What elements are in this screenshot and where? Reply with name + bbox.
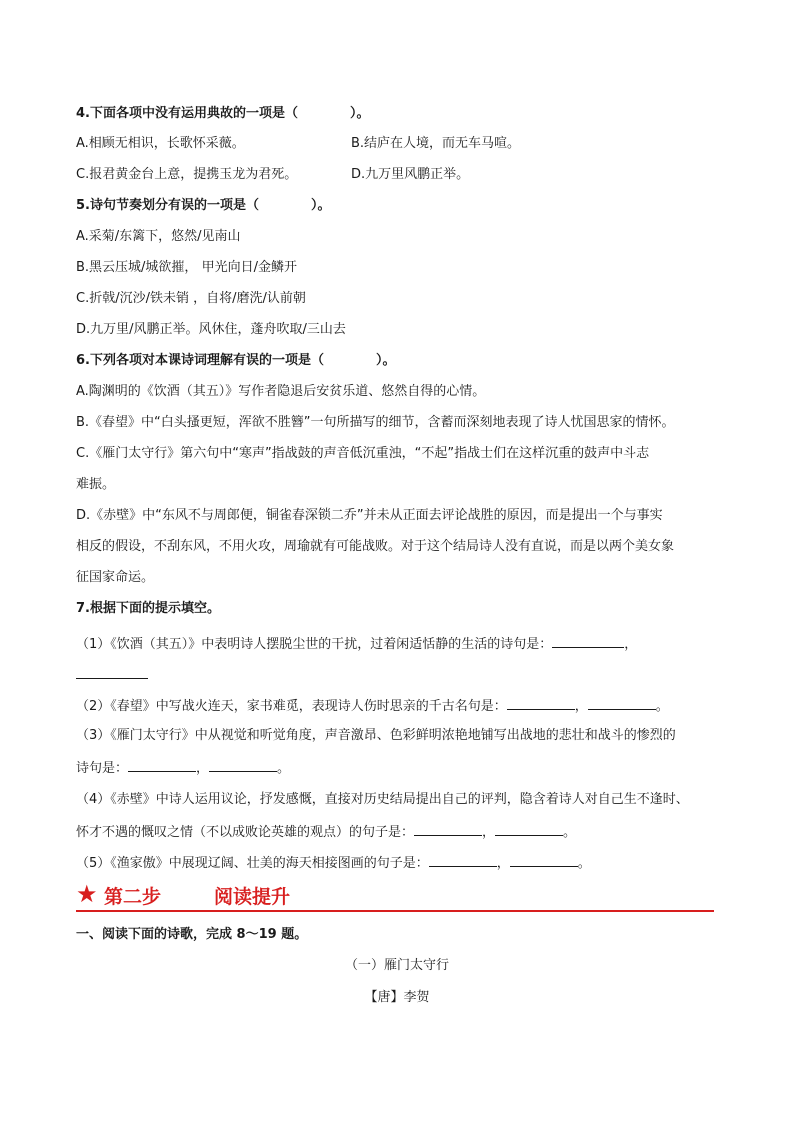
question-4-option-b: B.结庐在人境，而无车马喧。 [351,136,521,151]
question-4-stem: 4.下面各项中没有运用典故的一项是（ ）。 [76,106,370,121]
item-2-prompt: （2）《春望》中写战火连天，家书难觅，表现诗人伤时思亲的千古名句是： [76,699,507,714]
star-icon: ★ [76,880,98,908]
answer-blank[interactable] [510,852,578,867]
end-period: 。 [563,825,577,840]
question-7-item-3-line2 [76,757,290,779]
question-7-item-1 [76,633,637,655]
section-heading [76,880,714,912]
poem-author: 【唐】李贺 [364,990,430,1005]
question-7-item-5 [76,852,591,874]
question-4-option-a: A.相顾无相识，长歌怀采薇。 [76,136,245,151]
answer-blank[interactable] [414,821,482,836]
answer-blank[interactable] [507,695,575,710]
question-7-item-4-line1: （4）《赤壁》中诗人运用议论，抒发感慨，直接对历史结局提出自己的评判，隐含着诗人对自己生不逢时、 [76,792,689,807]
question-5-option-d: D.九万里/风鹏正举。风休住，蓬舟吹取/三山去 [76,322,346,337]
question-7-item-2 [76,695,669,717]
question-6-option-d-line3: 征国家命运。 [76,570,155,585]
separator-comma: ， [482,825,496,840]
answer-blank[interactable] [552,633,624,648]
item-5-prompt: （5）《渔家傲》中展现辽阔、壮美的海天相接图画的句子是： [76,856,429,871]
item-4-prompt: 怀才不遇的慨叹之情（不以成败论英雄的观点）的句子是： [76,825,415,840]
end-period: 。 [655,699,669,714]
question-7-item-1-cont [76,664,148,686]
question-4-option-d: D.九万里风鹏正举。 [351,167,470,182]
question-6-stem: 6.下列各项对本课诗词理解有误的一项是（ ）。 [76,353,396,368]
section-title: 阅读提升 [214,886,291,908]
separator-comma: ， [574,699,588,714]
section-step-label: 第二步 [104,886,162,908]
end-period: 。 [277,761,291,776]
answer-blank[interactable] [588,695,656,710]
separator-comma: ， [196,761,210,776]
question-5-option-b: B.黑云压城/城欲摧， 甲光向日/金鳞开 [76,260,297,275]
separator-comma: ， [624,637,638,652]
question-7-item-4-line2 [76,821,576,843]
answer-blank[interactable] [495,821,563,836]
item-3-prompt: 诗句是： [76,761,129,776]
separator-comma: ， [496,856,510,871]
question-5-option-a: A.采菊/东篱下，悠然/见南山 [76,229,241,244]
question-5-option-c: C.折戟/沉沙/铁未销 ，自将/磨洗/认前朝 [76,291,306,306]
question-6-option-b: B.《春望》中“白头搔更短，浑欲不胜簪”一句所描写的细节，含蓄而深刻地表现了诗人忧国思家的情怀。 [76,415,675,430]
answer-blank[interactable] [128,757,196,772]
reading-intro: 一、阅读下面的诗歌，完成 8～19 题。 [76,927,308,942]
question-5-stem: 5.诗句节奏划分有误的一项是（ ）。 [76,198,331,213]
answer-blank[interactable] [209,757,277,772]
question-7-stem: 7.根据下面的提示填空。 [76,601,220,616]
question-4-option-c: C.报君黄金台上意，提携玉龙为君死。 [76,167,298,182]
end-period: 。 [577,856,591,871]
item-1-prompt: （1）《饮酒（其五）》中表明诗人摆脱尘世的干扰，过着闲适恬静的生活的诗句是： [76,637,553,652]
poem-title: （一）雁门太守行 [344,958,449,973]
answer-blank[interactable] [76,664,148,679]
question-6-option-c-line1: C.《雁门太守行》第六句中“寒声”指战鼓的声音低沉重浊，“不起”指战士们在这样沉重的鼓声中斗志 [76,446,650,461]
question-6-option-d-line2: 相反的假设，不刮东风，不用火攻，周瑜就有可能战败。对于这个结局诗人没有直说，而是以两个美女象 [76,539,675,554]
question-6-option-d-line1: D.《赤壁》中“东风不与周郎便，铜雀春深锁二乔”并未从正面去评论战胜的原因，而是提出一个与事实 [76,508,663,523]
question-7-item-3-line1: （3）《雁门太守行》中从视觉和听觉角度，声音激昂、色彩鲜明浓艳地铺写出战地的悲壮和战斗的惨烈的 [76,728,676,743]
answer-blank[interactable] [429,852,497,867]
question-6-option-c-line2: 难振。 [76,477,116,492]
question-6-option-a: A.陶渊明的《饮酒（其五）》写作者隐退后安贫乐道、悠然自得的心情。 [76,384,486,399]
